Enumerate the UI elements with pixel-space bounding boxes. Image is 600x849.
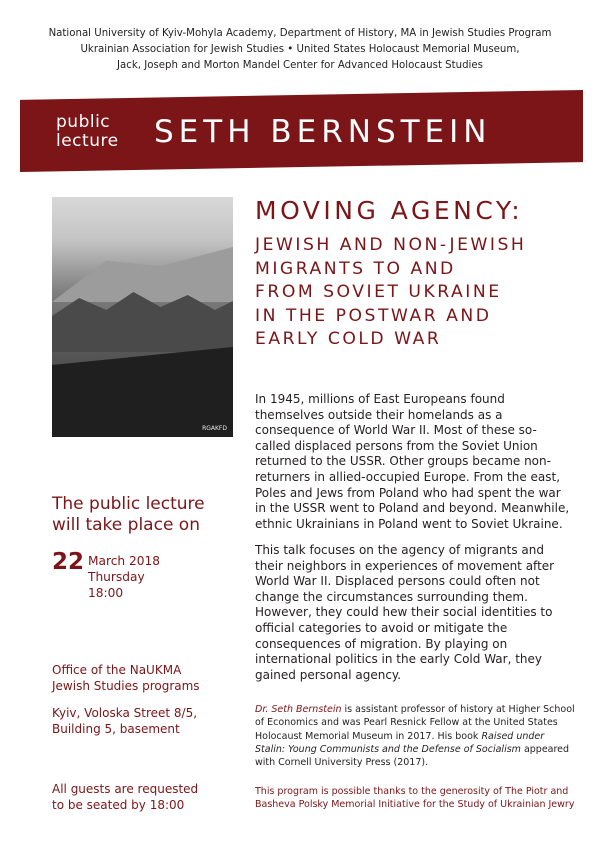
date-weekday: Thursday [88,570,145,584]
schedule-intro-line: will take place on [52,515,200,535]
speaker-bio [255,703,575,769]
date-time: 18:00 [88,586,124,600]
subtitle-line: EARLY COLD WAR [255,329,442,349]
subtitle-line: IN THE POSTWAR AND [255,305,492,326]
banner-label-line: lecture [56,131,119,151]
date-details [88,553,160,601]
venue-address-line: Kyiv, Voloska Street 8/5, [52,706,198,720]
date-day: 22 [52,549,85,575]
seating-notice [52,782,242,813]
sponsor-note: This program is possible thanks to the generosity of The Piotr and Basheva Polsky Memorial Initiative for the Study of Ukrainian Jewry [255,786,575,811]
abstract-paragraph-2: This talk focuses on the agency of migrants and their neighbors in experiences of movement after World War II. Displaced persons could often not change the circumstances surrounding them. However, they could hew their social identities to official categories to avoid or mitigate the consequences of migration. By playing on international politics in the early Cold War, they gained personal agency. [255,543,555,682]
venue-office-line: Jewish Studies programs [52,678,200,693]
lecture-title: MOVING AGENCY: [255,196,524,225]
lecture-subtitle [255,234,595,352]
banner-label-line: public [56,112,111,132]
header-line: Jack, Joseph and Morton Mandel Center for Advanced Holocaust Studies [117,60,483,71]
schedule-intro-line: The public lecture [52,494,205,514]
venue-address [52,706,242,737]
schedule-intro [52,494,252,536]
speaker-name: SETH BERNSTEIN [154,114,492,150]
venue-office [52,663,242,694]
subtitle-line: MIGRANTS TO AND [255,258,456,279]
header-line: National University of Kyiv-Mohyla Academy, Department of History, MA in Jewish Studies Program [48,28,552,39]
seating-notice-line: to be seated by 18:00 [52,797,185,812]
header-line: Ukrainian Association for Jewish Studies • United States Holocaust Memorial Museum, [80,44,520,55]
seating-notice-line: All guests are requested [52,782,199,796]
bio-book-title: Raised under Stalin: Young Communists and the Defense of Socialism [255,730,545,755]
photo-roof-shape [52,247,233,302]
bio-text: appeared with Cornell University Press (2017). [255,743,570,769]
abstract-paragraph-1: In 1945, millions of East Europeans found themselves outside their homelands as a consequence of World War II. Most of these so-called displaced persons from the Soviet Union returned to the USSR. Other groups became non-returners in allied-occupied Europe. From the east, Poles and Jews from Poland who had spent the war in the USSR went to Poland and beyond. Meanwhile, ethnic Ukrainians in Poland went to Soviet Ukraine. [255,392,570,531]
bio-text: is assistant professor of history at Higher School of Economics and was Pearl Resnick Fellow at the United States Holocaust Memorial Museum in 2017. His book [255,704,575,742]
historical-photo [52,197,233,437]
date-month-year: March 2018 [88,554,161,568]
subtitle-line: JEWISH AND NON-JEWISH [255,235,527,255]
photo-credit: RGAKFD [202,425,227,432]
bio-name: Dr. Seth Bernstein [255,704,342,715]
venue-address-line: Building 5, basement [52,721,180,736]
subtitle-line: FROM SOVIET UKRAINE [255,282,502,302]
photo-wagon-shape [52,347,233,437]
banner-label [56,113,119,151]
organizers-header [0,26,600,74]
venue-office-line: Office of the NaUKMA [52,663,182,677]
